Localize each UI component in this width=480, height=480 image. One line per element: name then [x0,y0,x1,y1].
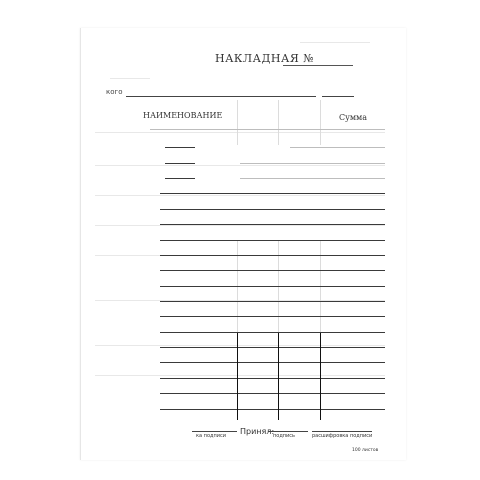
sheets-count: 100 листов [352,448,379,453]
table-row[interactable] [160,301,385,302]
table-row[interactable] [160,240,385,241]
table-row[interactable] [165,147,195,148]
column-divider [320,100,321,145]
faint-rule [95,225,385,226]
form-title: НАКЛАДНАЯ № [215,52,315,65]
signature-line-left[interactable] [192,431,237,432]
signature-caption-sign: подпись [273,433,295,439]
table-row[interactable] [160,255,385,256]
signature-caption-decode: расшифровка подписи [312,433,373,439]
from-label: кого [106,88,123,96]
table-row[interactable] [160,332,385,333]
table-row[interactable] [160,270,385,271]
column-divider [237,100,238,145]
from-field-line-2[interactable] [322,96,354,97]
number-field-line[interactable] [283,65,353,66]
from-field-line[interactable] [126,96,316,97]
column-divider [237,333,238,420]
table-row[interactable] [240,163,385,164]
table-row[interactable] [160,347,385,348]
table-row[interactable] [240,178,385,179]
column-divider [320,333,321,420]
faint-rule [95,345,385,346]
table-row[interactable] [160,409,385,410]
accepted-label: Принял: [240,427,275,436]
table-row[interactable] [160,378,385,379]
table-row[interactable] [160,209,385,210]
column-header-name: НАИМЕНОВАНИЕ [143,111,223,120]
signature-line-sign[interactable] [268,431,308,432]
faint-rule [95,132,385,133]
faint-rule [95,165,385,166]
column-divider [278,333,279,420]
table-row[interactable] [165,178,195,179]
table-row[interactable] [160,393,385,394]
faint-rule [95,375,385,376]
column-header-sum: Сумма [339,113,368,122]
signature-line-decode[interactable] [312,431,372,432]
form-sheet [80,28,406,460]
faint-rule [95,195,385,196]
table-row[interactable] [160,224,385,225]
signature-caption-left: ка подписи [196,433,226,439]
column-divider [278,100,279,145]
faint-rule [110,78,150,79]
faint-rule [300,42,370,43]
table-row[interactable] [150,129,385,130]
table-row[interactable] [290,147,385,148]
table-row[interactable] [160,316,385,317]
table-row[interactable] [160,362,385,363]
table-row[interactable] [160,193,385,194]
table-row[interactable] [165,163,195,164]
table-row[interactable] [160,286,385,287]
